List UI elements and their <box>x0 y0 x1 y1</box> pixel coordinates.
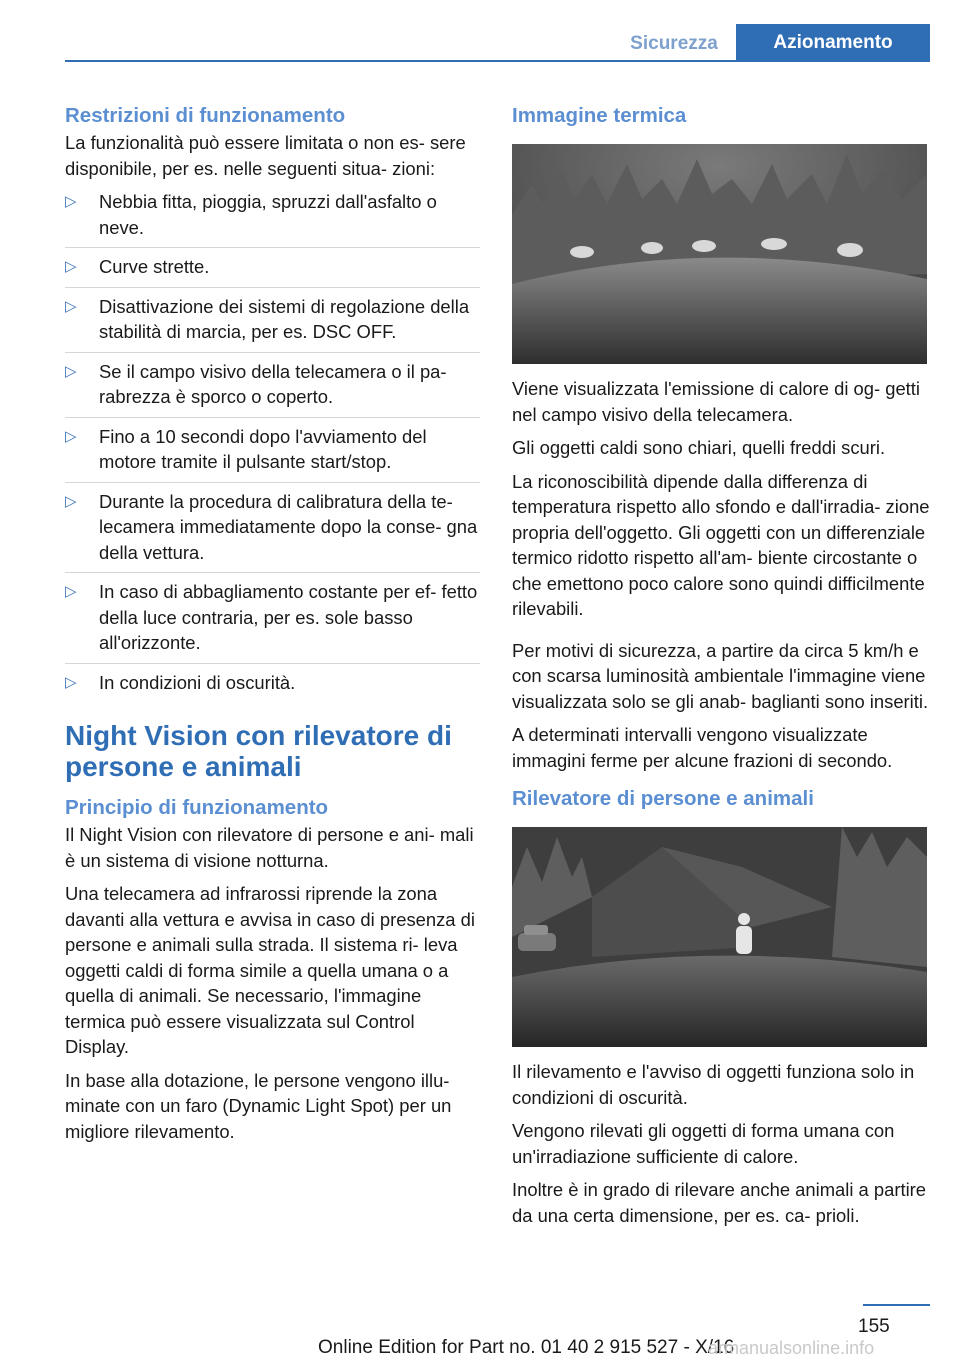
page-number: 155 <box>858 1316 890 1337</box>
principio-paragraph-2: Una telecamera ad infrarossi riprende la zona davanti alla vettura e avvisa in caso di presenza di persone e animali sulla strada. Il sistema ri‐ leva oggetti caldi di forma simile a quella umana o a quella di animali. Se necessario, l'immagine termica può essere visualizzata sul Control Display. <box>65 883 475 1057</box>
triangle-bullet-icon: ▷ <box>65 362 77 380</box>
thermal-image-animals <box>512 144 927 364</box>
immagine-paragraph-4: Per motivi di sicurezza, a partire da circa 5 km/h e con scarsa luminosità ambientale l'immagine viene visualizzata solo se gli anab‐ baglianti sono inseriti. <box>512 639 929 712</box>
triangle-bullet-icon: ▷ <box>65 258 77 275</box>
triangle-bullet-icon: ▷ <box>65 583 77 600</box>
left-column <box>65 102 480 1152</box>
triangle-bullet-icon: ▷ <box>65 673 77 691</box>
list-item: ▷ In condizioni di oscurità. <box>65 670 480 703</box>
triangle-bullet-icon: ▷ <box>65 193 77 210</box>
right-column <box>512 102 930 1236</box>
list-item: ▷ Durante la procedura di calibratura della te‐ lecamera immediatamente dopo la conse‐ gna della vettura. <box>65 489 480 574</box>
restrizioni-list <box>65 189 480 702</box>
triangle-bullet-icon: ▷ <box>65 492 77 510</box>
triangle-bullet-icon: ▷ <box>65 427 77 445</box>
list-item: ▷ Nebbia fitta, pioggia, spruzzi dall'asfalto o neve. <box>65 189 480 248</box>
thermal-image-person <box>512 827 927 1047</box>
restrizioni-heading: Restrizioni di funzionamento <box>65 104 346 127</box>
person-figure <box>736 913 752 954</box>
rilevatore-paragraph-3: Inoltre è in grado di rilevare anche animali a partire da una certa dimensione, per es. ca‐ prioli. <box>512 1179 927 1226</box>
rilevatore-heading: Rilevatore di persone e animali <box>512 787 814 810</box>
principio-paragraph-1: Il Night Vision con rilevatore di persone e ani‐ mali è un sistema di visione notturna. <box>65 824 474 871</box>
triangle-bullet-icon: ▷ <box>65 297 77 315</box>
immagine-paragraph-1: Viene visualizzata l'emissione di calore di og‐ getti nel campo visivo della telecamera. <box>512 378 920 425</box>
principio-paragraph-3: In base alla dotazione, le persone vengono illu‐ minate con un faro (Dynamic Light Spot) per un migliore rilevamento. <box>65 1069 452 1142</box>
header-rule <box>65 60 930 62</box>
header-tab-sicurezza[interactable]: Sicurezza <box>630 33 718 54</box>
list-item: ▷ Curve strette. <box>65 254 480 288</box>
rilevatore-paragraph-2: Vengono rilevati gli oggetti di forma umana con un'irradiazione sufficiente di calore. <box>512 1120 895 1167</box>
list-item: ▷ In caso di abbagliamento costante per ef‐ fetto della luce contraria, per es. sole basso all'orizzonte. <box>65 579 480 664</box>
edition-text: Online Edition for Part no. 01 40 2 915 527 - X/16 <box>318 1337 735 1358</box>
restrizioni-intro: La funzionalità può essere limitata o non es‐ sere disponibile, per es. nelle seguenti situa‐ zioni: <box>65 132 466 179</box>
header-tab-azionamento[interactable]: Azionamento <box>736 24 930 61</box>
list-item: ▷ Disattivazione dei sistemi di regolazione della stabilità di marcia, per es. DSC OFF. <box>65 294 480 353</box>
immagine-paragraph-2: Gli oggetti caldi sono chiari, quelli freddi scuri. <box>512 437 886 458</box>
list-item: ▷ Fino a 10 secondi dopo l'avviamento del motore tramite il pulsante start/stop. <box>65 424 480 483</box>
night-vision-heading: Night Vision con rilevatore di persone e animali <box>65 720 452 782</box>
watermark-text: armanualsonline.info <box>708 1338 875 1358</box>
immagine-paragraph-3: La riconoscibilità dipende dalla differenza di temperatura rispetto allo sfondo e dall'irradia‐ zione propria dell'oggetto. Gli oggetti con un differenziale termico ridotto rispetto all'am‐ biente circostante o che emettono poco calore sono quindi difficilmente rilevabili. <box>512 470 930 619</box>
immagine-paragraph-5: A determinati intervalli vengono visualizzate immagini ferme per alcune frazioni di secondo. <box>512 724 893 771</box>
principio-heading: Principio di funzionamento <box>65 796 329 819</box>
immagine-termica-heading: Immagine termica <box>512 104 687 127</box>
rilevatore-paragraph-1: Il rilevamento e l'avviso di oggetti funziona solo in condizioni di oscurità. <box>512 1061 915 1108</box>
footer-rule <box>863 1304 930 1306</box>
list-item: ▷ Se il campo visivo della telecamera o il pa‐ rabrezza è sporco o coperto. <box>65 359 480 418</box>
